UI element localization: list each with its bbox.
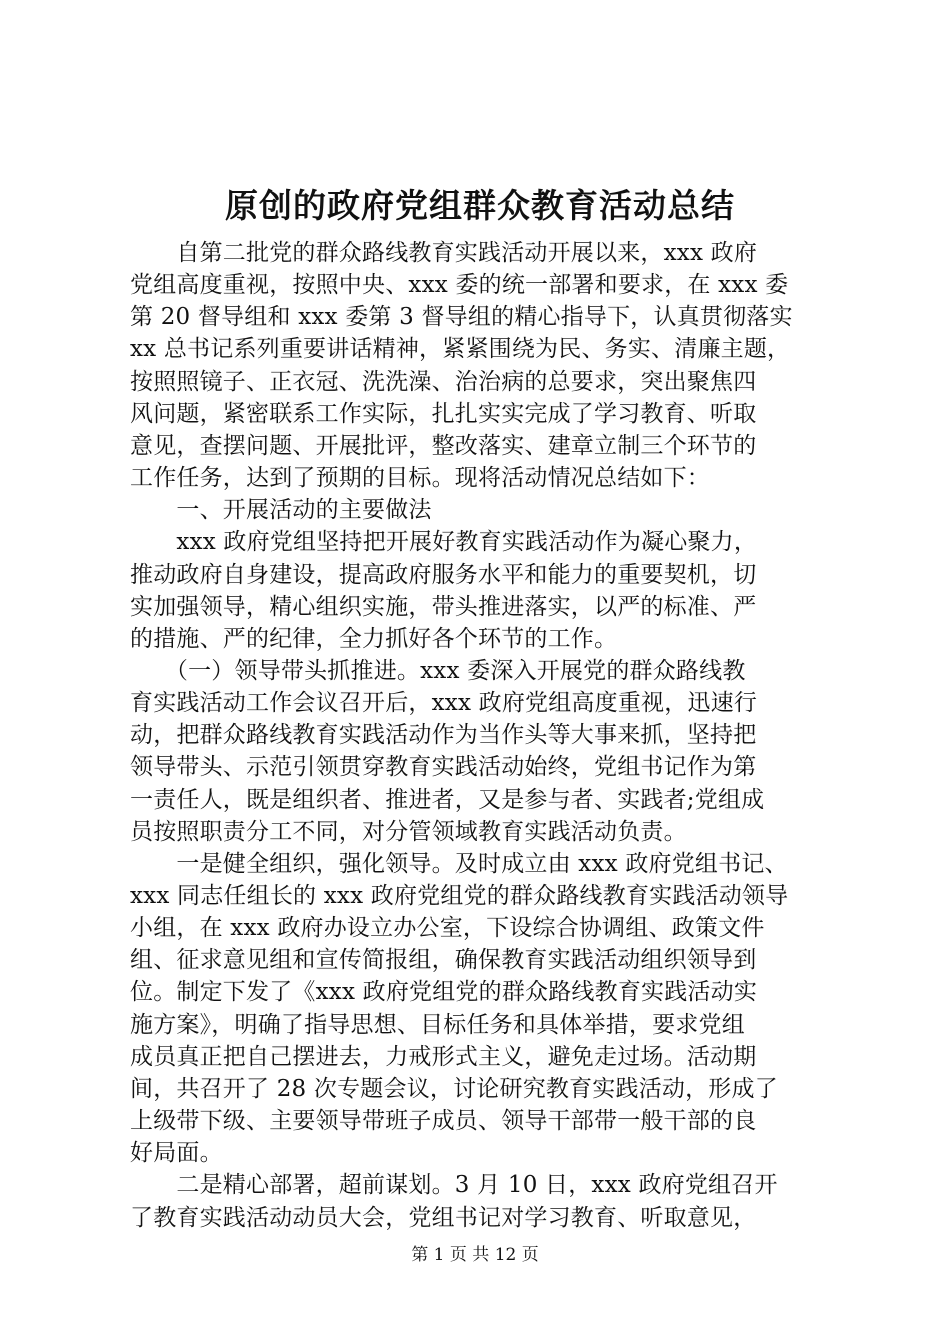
text-line: 动，把群众路线教育实践活动作为当作头等大事来抓，坚持把	[130, 722, 757, 748]
text-line: 施方案》，明确了指导思想、目标任务和具体举措，要求党组	[130, 1012, 745, 1038]
text-line: （一）领导带头抓推进。xxx 委深入开展党的群众路线教	[130, 658, 746, 684]
text-line: 工作任务，达到了预期的目标。现将活动情况总结如下：	[130, 465, 710, 491]
text-line: xxx 同志任组长的 xxx 政府党组党的群众路线教育实践活动领导	[130, 883, 789, 909]
text-line: 二是精心部署，超前谋划。3 月 10 日，xxx 政府党组召开	[130, 1172, 778, 1198]
text-line: xxx 政府党组坚持把开展好教育实践活动作为凝心聚力，	[130, 529, 758, 555]
text-line: 上级带下级、主要领导带班子成员、领导干部带一般干部的良	[130, 1108, 757, 1134]
text-line: 党组高度重视，按照中央、xxx 委的统一部署和要求，在 xxx 委	[130, 272, 789, 298]
text-line: 的措施、严的纪律，全力抓好各个环节的工作。	[130, 626, 618, 652]
text-line: 实加强领导，精心组织实施，带头推进落实，以严的标准、严	[130, 594, 757, 620]
text-line: 按照照镜子、正衣冠、洗洗澡、治治病的总要求，突出聚焦四	[130, 369, 757, 395]
text-line: 好局面。	[130, 1140, 223, 1166]
text-line: 自第二批党的群众路线教育实践活动开展以来，xxx 政府	[130, 240, 758, 266]
text-line: 推动政府自身建设，提高政府服务水平和能力的重要契机，切	[130, 562, 757, 588]
text-line: 风问题，紧密联系工作实际，扎扎实实完成了学习教育、听取	[130, 401, 757, 427]
page-footer: 第 1 页 共 12 页	[411, 1245, 539, 1265]
text-line: 员按照职责分工不同，对分管领域教育实践活动负责。	[130, 819, 687, 845]
text-line: 小组，在 xxx 政府办设立办公室，下设综合协调组、政策文件	[130, 915, 765, 941]
text-line: 意见，查摆问题、开展批评，整改落实、建章立制三个环节的	[130, 433, 757, 459]
text-line: 一、开展活动的主要做法	[130, 497, 432, 523]
text-line: 组、征求意见组和宣传简报组，确保教育实践活动组织领导到	[130, 947, 757, 973]
text-line: 一是健全组织，强化领导。及时成立由 xxx 政府党组书记、	[130, 851, 788, 877]
text-line: 了教育实践活动动员大会，党组书记对学习教育、听取意见，	[130, 1205, 757, 1231]
text-line: 成员真正把自己摆进去，力戒形式主义，避免走过场。活动期	[130, 1044, 757, 1070]
text-line: 一责任人，既是组织者、推进者，又是参与者、实践者;党组成	[130, 787, 765, 813]
text-line: 间，共召开了 28 次专题会议，讨论研究教育实践活动，形成了	[130, 1076, 778, 1102]
text-line: xx 总书记系列重要讲话精神，紧紧围绕为民、务实、清廉主题，	[130, 336, 791, 362]
text-line: 第 20 督导组和 xxx 委第 3 督导组的精心指导下，认真贯彻落实	[130, 304, 793, 330]
text-line: 领导带头、示范引领贯穿教育实践活动始终，党组书记作为第	[130, 754, 757, 780]
text-line: 位。制定下发了《xxx 政府党组党的群众路线教育实践活动实	[130, 979, 758, 1005]
document-title: 原创的政府党组群众教育活动总结	[225, 186, 735, 225]
text-line: 育实践活动工作会议召开后，xxx 政府党组高度重视，迅速行	[130, 690, 758, 716]
